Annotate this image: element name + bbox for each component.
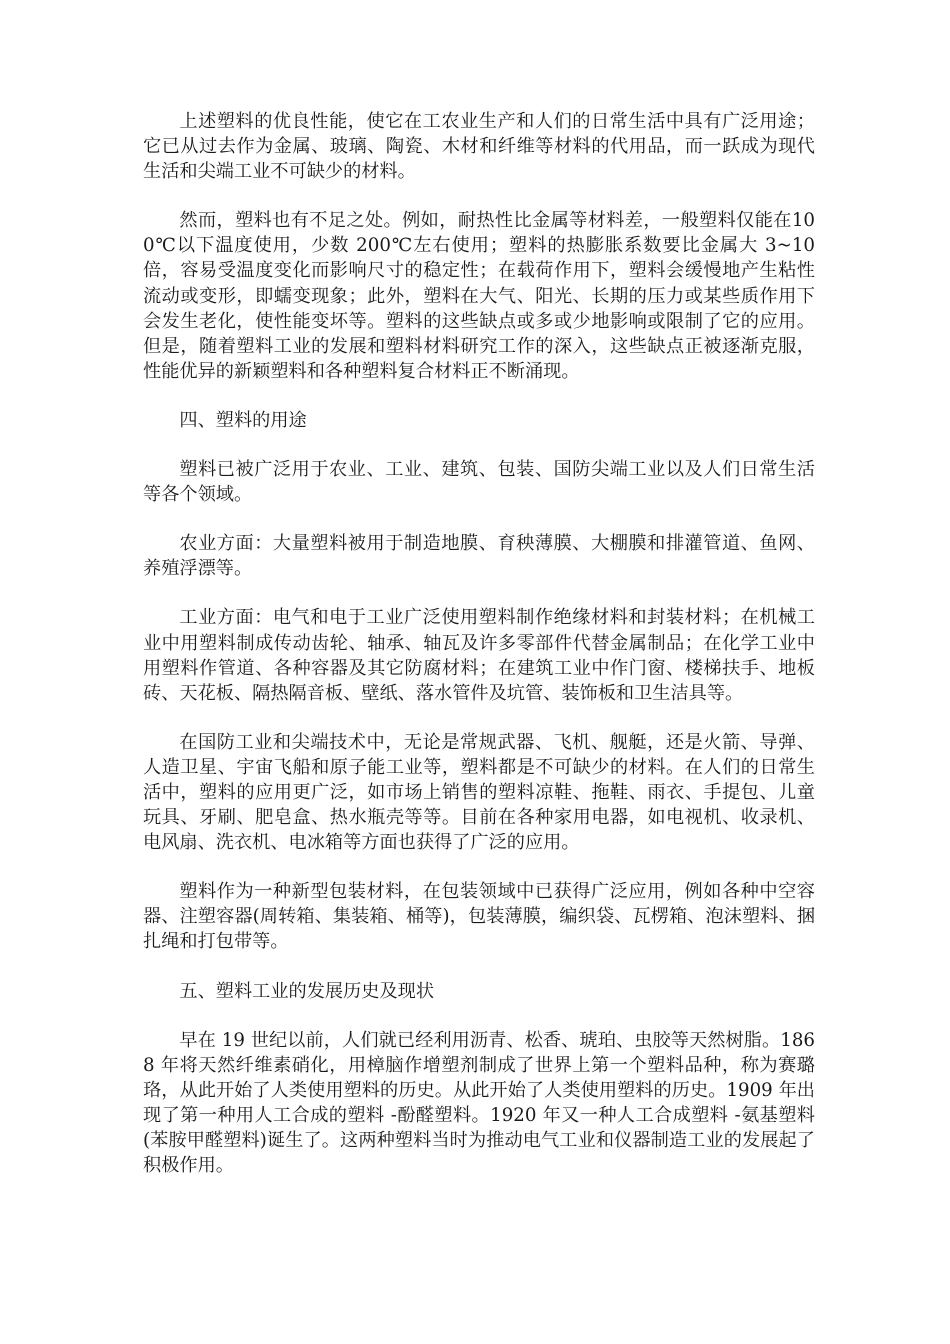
document-body <box>143 109 815 1202</box>
paragraph-8: 早在 19 世纪以前，人们就已经利用沥青、松香、琥珀、虫胶等天然树脂。1868 年将天然纤维素硝化，用樟脑作增塑剂制成了世界上第一个塑料品种，称为赛璐珞，从此开始了人类使用塑料的历史。从此开始了人类使用塑料的历史。1909 年出现了第一种用人工合成的塑料 -酚醛塑料。1920 年又一种人工合成塑料 -氨基塑料(苯胺甲醛塑料)诞生了。这两种塑料当时为推动电气工业和仪器制造工业的发展起了积极作用。 <box>143 1029 815 1177</box>
paragraph-5: 工业方面：电气和电于工业广泛使用塑料制作绝缘材料和封装材料；在机械工业中用塑料制成传动齿轮、轴承、轴瓦及许多零部件代替金属制品；在化学工业中用塑料作管道、各种容器及其它防腐材料；在建筑工业中作门窗、楼梯扶手、地板砖、天花板、隔热隔音板、壁纸、落水管件及坑管、装饰板和卫生洁具等。 <box>143 607 815 704</box>
paragraph-4: 农业方面：大量塑料被用于制造地膜、育秧薄膜、大棚膜和排灌管道、鱼网、养殖浮漂等。 <box>143 533 815 580</box>
section-heading-5: 五、塑料工业的发展历史及现状 <box>179 980 435 1002</box>
paragraph-6: 在国防工业和尖端技术中，无论是常规武器、飞机、舰艇，还是火箭、导弹、人造卫星、宇宙飞船和原子能工业等，塑料都是不可缺少的材料。在人们的日常生活中，塑料的应用更广泛，如市场上销售的塑料凉鞋、拖鞋、雨衣、手提包、儿童玩具、牙刷、肥皂盒、热水瓶壳等等。目前在各种家用电器，如电视机、收录机、电风扇、洗衣机、电冰箱等方面也获得了广泛的应用。 <box>143 731 815 854</box>
section-heading-4: 四、塑料的用途 <box>179 409 307 431</box>
paragraph-1: 上述塑料的优良性能，使它在工农业生产和人们的日常生活中具有广泛用途；它已从过去作为金属、玻璃、陶瓷、木材和纤维等材料的代用品，而一跃成为现代生活和尖端工业不可缺少的材料。 <box>143 111 815 183</box>
paragraph-7: 塑料作为一种新型包装材料，在包装领域中已获得广泛应用，例如各种中空容器、注塑容器(周转箱、集装箱、桶等)，包装薄膜，编织袋、瓦楞箱、泡沫塑料、捆扎绳和打包带等。 <box>143 881 815 953</box>
paragraph-2: 然而，塑料也有不足之处。例如，耐热性比金属等材料差，一般塑料仅能在100℃以下温度使用，少数 200℃左右使用；塑料的热膨胀系数要比金属大 3~10 倍，容易受温度变化而影响尺寸的稳定性；在载荷作用下，塑料会缓慢地产生粘性流动或变形，即蠕变现象；此外，塑料在大气、阳光、长期的压力或某些质作用下会发生老化，使性能变坏等。塑料的这些缺点或多或少地影响或限制了它的应用。但是，随着塑料工业的发展和塑料材料研究工作的深入，这些缺点正被逐渐克服，性能优异的新颖塑料和各种塑料复合材料正不断涌现。 <box>143 210 815 382</box>
paragraph-3: 塑料已被广泛用于农业、工业、建筑、包装、国防尖端工业以及人们日常生活等各个领域。 <box>143 459 815 506</box>
